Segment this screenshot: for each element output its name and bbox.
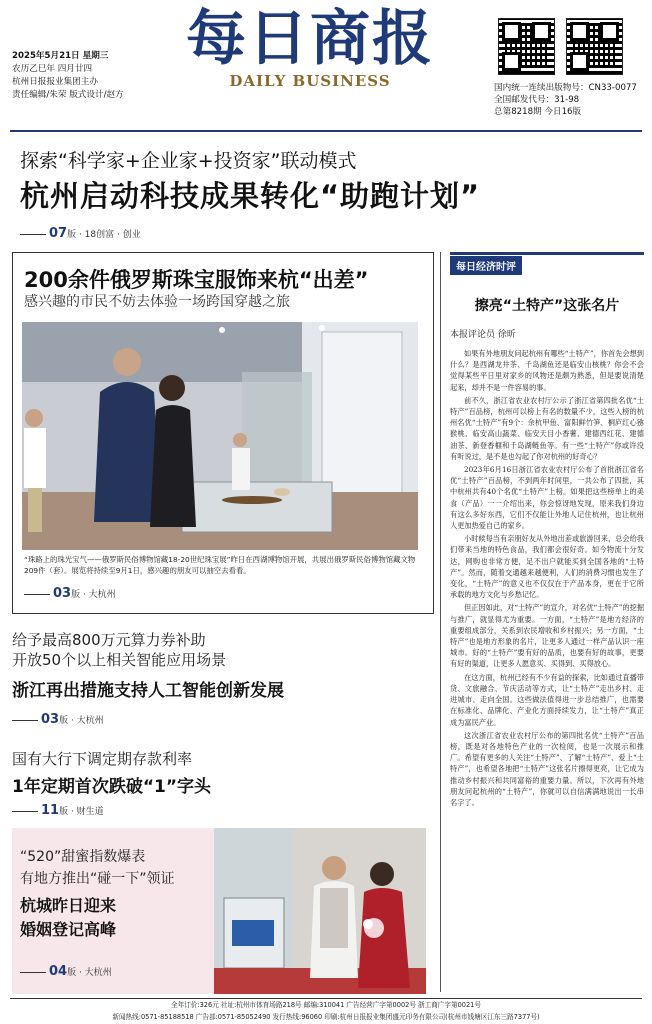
story2-line1: 给予最高800万元算力券补助 <box>12 631 206 649</box>
masthead-rule <box>10 130 642 132</box>
column-body <box>450 348 644 808</box>
photo-caption: “珠路上的珠光宝气——俄罗斯民俗博物馆藏18-20世纪珠宝展”昨日在西湖博物馆开展，共展出俄罗斯民俗博物馆藏文物209件（套）。展览将持续至9月1日，感兴趣的朋友可以抽空去看看。 <box>24 555 416 575</box>
column-title[interactable]: 擦亮“土特产”这张名片 <box>474 298 620 314</box>
column-paragraph: 小时候每当有亲朋好友从外地出差或旅游回来，总会给我们带来当地的特色食品，我们都会很好奇。如今物流十分发达，网购也非常方便，足不出户就能买到全国各地的“土特产”。然而，随着交通越来越便利，人们的消费习惯也发生了变化，“土特产”的意义也不仅仅在于产品本身，更在于它所承载的地方文化与乡愁记忆。 <box>450 534 644 600</box>
story1-headline[interactable]: 200余件俄罗斯珠宝服饰来杭“出差” <box>24 268 369 292</box>
sponsor: 杭州日报报业集团主办 <box>12 77 98 87</box>
masthead-info <box>12 50 162 102</box>
column-tag: 每日经济时评 <box>450 256 522 275</box>
story3-kicker: 国有大行下调定期存款利率 <box>12 750 193 768</box>
cn-code: 国内统一连续出版物号：CN33-0077 <box>494 83 637 93</box>
story3-headline[interactable]: 1年定期首次跌破“1”字头 <box>12 777 212 797</box>
page-number: 03 <box>53 586 72 601</box>
footer <box>10 998 642 1023</box>
lunar-date: 农历乙巳年 四月廿四 <box>12 64 93 74</box>
column-paragraph: 在这方面，杭州已经有不少有益的探索，比如通过直播带货、文旅融合、节庆活动等方式，让“土特产”走出乡村、走进城市、走向全国。这些做法值得进一步总结推广，也需要在标准化、品牌化、产业化方面持续发力，让“土特产”真正成为富民产业。 <box>450 672 644 727</box>
column-paragraph: 这次浙江省农业农村厅公布的第四批名优“土特产”百品榜，既是对各地特色产业的一次检阅，也是一次展示和推广。希望有更多的人关注“土特产”、了解“土特产”、爱上“土特产”，也希望各地把“土特产”这张名片擦得更亮，让它成为推动乡村振兴和共同富裕的重要力量。所以，下次再有外地朋友问起杭州的“土特产”，你就可以自信满满地说出一长串名字了。 <box>450 730 644 807</box>
lead-kicker: 探索“科学家+企业家+投资家”联动模式 <box>20 150 357 172</box>
editorial-column <box>450 252 644 810</box>
logo-english: DAILY BUSINESS <box>229 72 391 90</box>
page-section: 版 · 大杭州 <box>67 968 112 978</box>
story2-headline[interactable]: 浙江再出措施支持人工智能创新发展 <box>12 681 284 701</box>
logo-chinese: 每日商报 <box>186 4 434 74</box>
wedding-photo <box>214 828 426 994</box>
story2-page-ref[interactable] <box>12 712 104 727</box>
page-number: 03 <box>41 712 60 727</box>
page-number: 07 <box>49 226 68 241</box>
story3-page-ref[interactable] <box>12 803 104 818</box>
issue-number: 总第8218期 今日16版 <box>494 107 582 117</box>
story4-text <box>20 846 175 942</box>
page-number: 04 <box>49 964 68 979</box>
column-divider <box>440 252 441 992</box>
story4-headline1[interactable]: 杭城昨日迎来 <box>20 896 117 915</box>
lead-headline: 杭州启动科技成果转化“助跑计划” <box>20 179 481 213</box>
column-paragraph: 前不久，浙江省农业农村厅公示了浙江省第四批名优“土特产”百品榜，杭州可以榜上有名的数量不少，这些入榜的杭州名优“土特产”有9个：余杭甲鱼、富阳鲜竹笋、桐庐红心猕猴桃、临安高山蔬菜、临安天目小香薯、建德西红花、建德油茶、新登香榧和千岛湖鲢鱼等。有一些“土特产”你或许没有听说过，是不是也勾起了你对杭州的好奇心？ <box>450 395 644 461</box>
exhibition-photo <box>22 322 418 550</box>
story1-subtitle: 感兴趣的市民不妨去体验一场跨国穿越之旅 <box>24 294 290 310</box>
lead-page-ref[interactable] <box>20 226 141 241</box>
column-bar <box>450 252 644 255</box>
page-section: 版 · 大杭州 <box>71 590 116 600</box>
story1-page-ref[interactable] <box>24 586 116 601</box>
issue-date: 2025年5月21日 星期三 <box>12 51 109 61</box>
editors: 责任编辑/朱荣 版式设计/赵方 <box>12 90 124 100</box>
story2-kicker <box>12 630 226 670</box>
story4-page-ref[interactable] <box>20 964 112 979</box>
story2-line2: 开放50个以上相关智能应用场景 <box>12 651 227 669</box>
story4-line2: 有地方推出“碰一下”领证 <box>20 871 175 887</box>
story4-headline2[interactable]: 婚姻登记高峰 <box>20 920 117 939</box>
page-number: 11 <box>41 803 60 818</box>
page-section: 版 · 财生道 <box>59 807 104 817</box>
column-paragraph: 但正因如此，对“土特产”的宣介，对名优“土特产”的挖掘与推广，就显得尤为重要。一方面，“土特产”是地方经济的重要组成部分，关系到农民增收和乡村振兴；另一方面，“土特产”也是地方形象的名片，让更多人通过一样产品认识一座城市。好的“土特产”要有好的品质，也要有好的故事，更要有好的渠道，让更多人愿意买、买得到、买得放心。 <box>450 603 645 669</box>
qr-code-icon <box>498 18 555 75</box>
column-paragraph: 如果有外地朋友问起杭州有哪些“土特产”，你首先会想到什么？是西湖龙井茶、千岛湖鱼还是临安山核桃？你会不会觉得某些平日里对家乡的风物还是颇为熟悉，但是要说清楚起来，却并不是一件容易的事。 <box>450 349 644 392</box>
qr-code-icon <box>566 18 623 75</box>
column-paragraph: 2023年6月16日浙江省农业农村厅公布了首批浙江省名优“土特产”百品榜，不到两年时间里，一共公布了四批，其中杭州共有40个名优“土特产”上榜。如果把这些榜单上的美食（产品）一一介绍出来，你会惊讶地发现，原来我们身边有这么多好东西，它们不仅能让外地人记住杭州，也让杭州人更加热爱自己的家乡。 <box>450 465 644 531</box>
footer-row1: 全年订价:326元 社址:杭州市体育场路218号 邮编:310041 广告经营广字第0002号 浙工商广字第0021号 <box>171 1001 481 1009</box>
post-code: 全国邮发代号：31-98 <box>494 95 580 105</box>
footer-row2: 新闻热线:0571-85188518 广告部:0571-85052490 发行热线:96060 印刷:杭州日报报业集团盛元印务有限公司(杭州市钱塘区江东三路7377号) <box>112 1013 540 1021</box>
story4-line1: “520”甜蜜指数爆表 <box>20 849 146 865</box>
page-section: 版 · 18创富 · 创业 <box>67 230 141 240</box>
newspaper-logo <box>160 4 460 116</box>
publication-info <box>494 82 650 118</box>
column-author: 本报评论员 徐昕 <box>450 330 516 340</box>
page-section: 版 · 大杭州 <box>59 716 104 726</box>
